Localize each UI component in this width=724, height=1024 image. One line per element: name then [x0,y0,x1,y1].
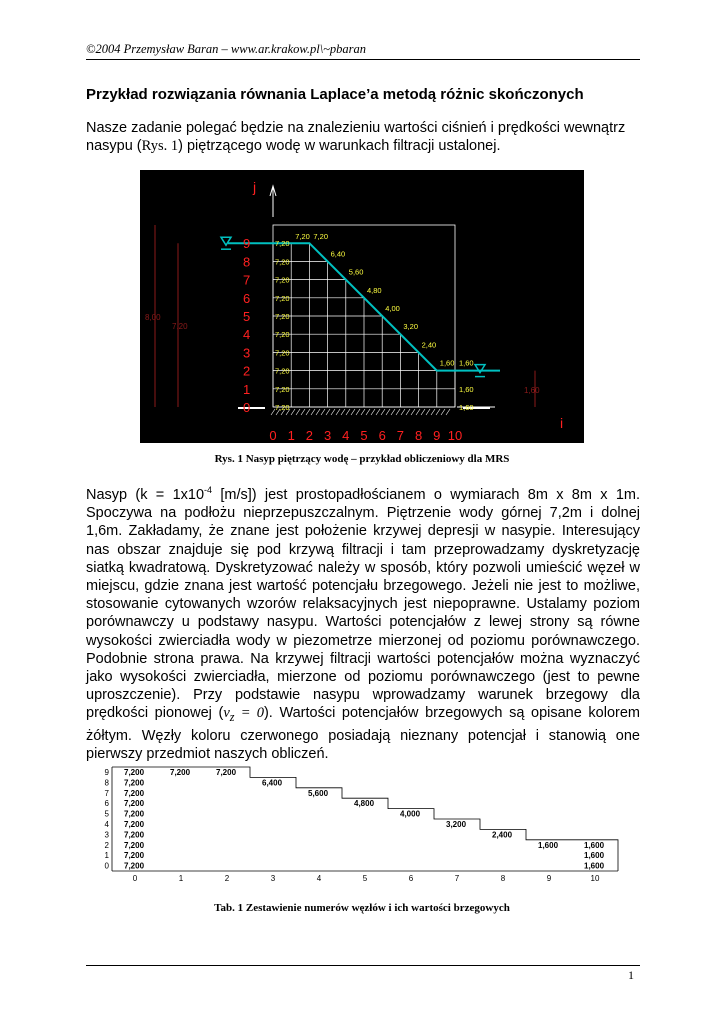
ground-hatch [406,409,410,415]
ground-hatch [336,409,340,415]
ground-hatch [376,409,380,415]
boundary-value-left: 7,20 [275,293,290,303]
boundary-value-left: 7,20 [275,384,290,394]
ground-hatch [311,409,315,415]
table-caption: Tab. 1 Zestawienie numerów węzłów i ich wartości brzegowych [214,902,510,914]
boundary-value-right: 1,60 [459,358,474,368]
ground-hatch [351,409,355,415]
table-column-label: 10 [590,874,600,883]
table-cell-value: 1,600 [538,840,559,850]
column-label: 3 [323,428,332,443]
table-cell-value: 4,000 [400,809,421,819]
table-row-label: 4 [104,820,109,829]
table-row-label: 9 [104,768,109,777]
ground-hatch [361,409,365,415]
table-cell-value: 7,200 [124,840,145,850]
boundary-value-curve: 2,40 [421,340,437,350]
column-label: 0 [269,428,277,443]
boundary-value-left: 7,20 [275,403,290,412]
boundary-value-curve: 6,40 [330,249,346,259]
body-paragraph [86,486,640,763]
row-label: 7 [243,272,251,288]
exponent: -4 [204,485,213,496]
ground-hatch [396,409,400,415]
boundary-value-left: 7,20 [275,312,290,321]
ground-hatch [426,409,430,415]
ground-hatch [301,409,305,415]
boundary-value-curve: 4,80 [367,285,382,295]
intro-text-1: Nasze zadanie polegać będzie na znalezieniu wartości ciśnień i prędkości wewnątrz nasypu ( [86,120,626,154]
ground-hatch [356,409,360,415]
document-title: Przykład rozwiązania równania Laplace’a metodą różnic skończonych [86,86,584,103]
boundary-values-table [90,765,630,895]
table-cell-value: 1,600 [584,861,605,871]
table-cell-value: 7,200 [124,851,145,861]
ground-hatch [326,409,330,415]
boundary-value-right: 1,60 [459,384,474,394]
embankment-diagram [140,170,584,443]
axis-label-j: j [253,179,257,195]
ground-hatch [431,409,435,415]
table-row-label: 1 [104,851,109,861]
table-row-label: 0 [104,861,109,871]
table-row-label: 6 [104,799,109,809]
table-column-label: 2 [224,874,230,883]
table-row-label: 7 [104,788,109,798]
table-cell-value: 7,200 [124,861,145,871]
table-cell-value: 7,200 [216,768,237,777]
ground-hatch [421,409,425,415]
velocity-subscript: z [229,710,235,725]
boundary-value-curve: 3,20 [403,322,419,332]
ground-hatch [346,409,350,415]
boundary-value-left: 7,20 [275,275,290,285]
table-cell-value: 4,800 [354,799,375,809]
row-label: 5 [243,309,251,324]
table-staircase-border [112,767,618,871]
table-cell-value: 1,600 [584,840,605,850]
ground-hatch [401,409,405,415]
column-label: 4 [342,428,350,443]
column-label: 10 [447,428,463,443]
ground-hatch [306,409,310,415]
table-cell-value: 3,200 [446,820,467,829]
body-text-2: [m/s]) jest prostopadłościanem o wymiarach 8m x 8m x 1m. Spoczywa na podłożu nieprzepuszczalnym. Piętrzenie wody górnej 7,2m i dolnej 1,6m. Zakładamy, że znane jest położenie krzywej depresji w nasypie. Interesujący nas obszar znajduje się pod krzywą filtracji i tam przeprowadzamy dyskretyzację siatką kwadratową. Dyskretyzować należy w sposób, który pozwoli umieścić węzeł w miejscu, gdzie znana jest wartość potencjału brzegowego. Jeżeli nie jest to możliwe, stosowanie cytowanych wzorów relaksacyjnych jest niepoprawne. Ustalamy poziom porównawczy u podstawy nasypu. Wartości potencjałów z lewej strony są równe wysokości zwierciadła wody w piezometrze mierzonej od poziomu porównawczego. Podobnie strona prawa. Na krzywej filtracji wartości potencjałów można wyznaczyć jako wysokości zwierciadła, mierzone od poziomu porównawczego (jest to pewne uproszczenie). Przy podstawie nasypu wprowadzamy warunek brzegowy dla prędkości pionowej ( [86,487,640,722]
row-label: 4 [243,327,251,343]
footer-rule [86,965,640,966]
ground-hatch [381,409,385,415]
boundary-value-top: 7,20 [313,232,329,242]
body-text-1: Nasyp (k = 1x10 [86,487,205,503]
ground-hatch [316,409,320,415]
velocity-eq: = 0 [234,705,264,722]
ground-hatch [296,409,300,415]
table-cell-value: 1,600 [584,851,605,861]
intro-text-2: ) piętrzącego wodę w warunkach filtracji ustalonej. [178,138,501,154]
page-number: 1 [628,968,634,982]
table-row-label: 2 [104,840,109,850]
column-label: 1 [287,428,295,443]
column-label: 6 [378,428,386,443]
intro-paragraph [86,119,640,155]
column-label: 7 [396,428,405,443]
column-label: 8 [414,428,423,443]
ground-hatch [416,409,420,415]
velocity-letter: v [223,705,230,722]
row-label: 1 [243,381,251,397]
table-column-label: 9 [546,874,552,883]
table-column-label: 0 [132,874,138,883]
table-cell-value: 7,200 [124,799,145,809]
row-label: 6 [243,290,251,306]
table-column-label: 3 [270,874,276,883]
velocity-symbol [223,705,264,725]
table-row-label: 5 [104,809,109,819]
table-cell-value: 7,200 [124,788,145,798]
figure-embankment [140,170,584,443]
ground-hatch [321,409,325,415]
ground-hatch [331,409,335,415]
ground-hatch [441,409,445,415]
boundary-value-curve: 5,60 [348,267,364,277]
boundary-value-right: 1,60 [459,403,474,412]
row-label: 9 [243,236,251,252]
table-column-label: 5 [362,874,368,883]
boundary-value-left: 7,20 [275,239,290,249]
ground-hatch [391,409,395,415]
row-label: 3 [243,345,251,361]
axis-label-i: i [560,415,564,431]
table-cell-value: 7,200 [124,768,145,777]
table-cell-value: 6,400 [262,778,283,788]
table-cell-value: 7,200 [124,820,145,829]
table-cell-value: 7,200 [170,768,191,777]
ground-hatch [411,409,415,415]
table-cell-value: 7,200 [124,830,145,840]
ground-hatch [386,409,390,415]
ground-hatch [371,409,375,415]
table-column-label: 1 [178,874,184,883]
ground-hatch [366,409,370,415]
boundary-value-curve: 1,60 [439,358,455,368]
boundary-value-left: 7,20 [275,348,290,358]
header-rule [86,59,640,60]
table-cell-value: 2,400 [492,830,513,840]
dimension-label-inner: 7,20 [172,322,188,332]
page-header: ©2004 Przemysław Baran – www.ar.krakow.pl\~pbaran [86,42,367,56]
dimension-label-right: 1,60 [524,385,540,395]
ground-hatch [341,409,345,415]
table-column-label: 8 [500,874,506,883]
table-cell-value: 7,200 [124,778,145,788]
table-row-label: 8 [104,778,109,788]
table-cell-value: 7,200 [124,809,145,819]
table-column-label: 4 [316,874,322,883]
row-label: 8 [243,254,251,270]
ground-hatch [436,409,440,415]
boundary-value-left: 7,20 [275,330,290,340]
boundary-value-left: 7,20 [275,366,290,376]
figure-reference: Rys. 1 [141,138,179,154]
table-cell-value: 5,600 [308,788,329,798]
row-label: 2 [243,363,251,379]
row-label: 0 [243,400,251,415]
ground-hatch [446,409,450,415]
boundary-value-curve: 4,00 [385,304,400,313]
table-column-label: 7 [454,874,460,883]
figure-caption: Rys. 1 Nasyp piętrzący wodę – przykład obliczeniowy dla MRS [214,453,510,465]
boundary-value-left: 7,20 [275,257,290,267]
boundary-value-top: 7,20 [295,232,310,242]
column-label: 2 [305,428,314,443]
table-row-label: 3 [104,830,109,840]
body-text-3: ). Wartości potencjałów brzegowych są opisane kolorem żółtym. Węzły koloru czerwonego posiadają nieznany potencjał i stanowią one pierwszy przedmiot naszych obliczeń. [86,705,640,762]
table-column-label: 6 [408,874,414,883]
column-label: 5 [360,428,368,443]
dimension-label-outer: 8,00 [145,313,161,322]
ground-hatch [291,409,295,415]
column-label: 9 [433,428,441,443]
